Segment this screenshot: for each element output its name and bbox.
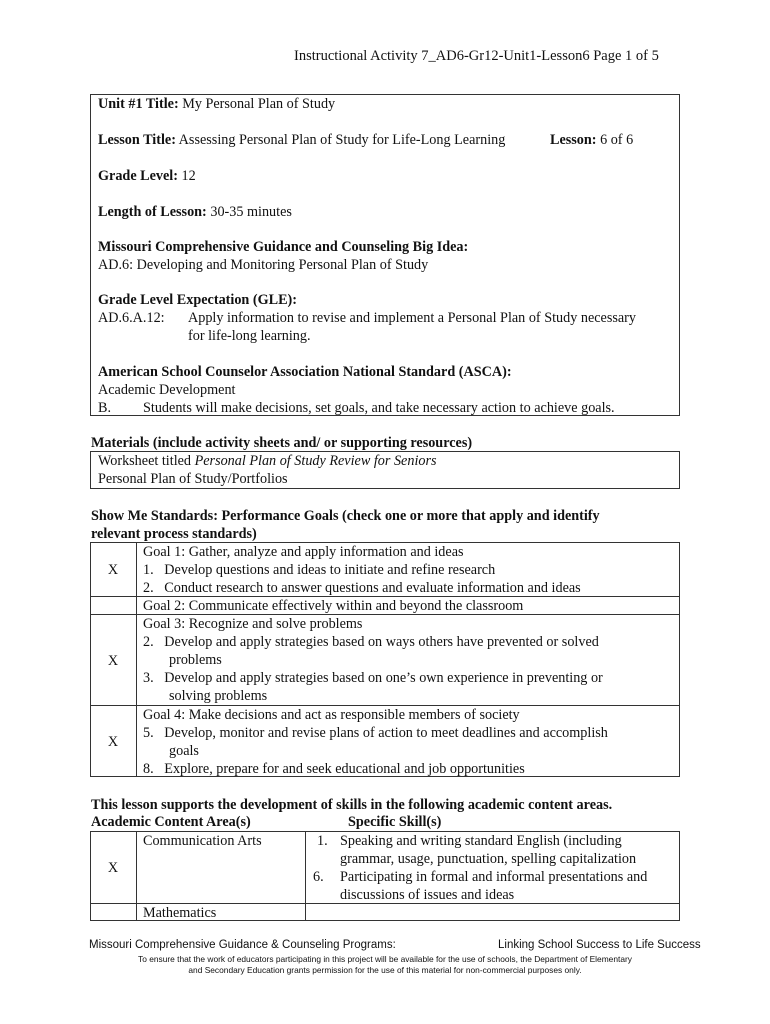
goal4-item-1-cont: goals <box>169 743 199 759</box>
goal3-check-mark: X <box>107 653 119 669</box>
materials-line2: Personal Plan of Study/Portfolios <box>98 471 288 487</box>
materials-line1-prefix: Worksheet titled <box>98 453 195 469</box>
academic-skills-column-header: Specific Skill(s) <box>348 814 442 830</box>
academic-column-divider-2 <box>305 831 306 921</box>
lesson-title-label: Lesson Title: <box>98 132 176 148</box>
comm-arts-skill-1-line1: Speaking and writing standard English (including <box>340 833 622 849</box>
show-me-heading-line2: relevant process standards) <box>91 526 257 542</box>
comm-arts-area: Communication Arts <box>143 833 262 849</box>
goal2-title: Goal 2: Communicate effectively within and beyond the classroom <box>143 598 524 614</box>
goal3-title: Goal 3: Recognize and solve problems <box>143 616 363 632</box>
comm-arts-check-mark: X <box>107 860 119 876</box>
big-idea-value: AD.6: Developing and Monitoring Personal Plan of Study <box>98 257 429 273</box>
math-area: Mathematics <box>143 905 217 921</box>
lesson-number-value: 6 of 6 <box>596 132 634 148</box>
materials-worksheet-title: Personal Plan of Study Review for Seniors <box>194 453 437 469</box>
big-idea-label: Missouri Comprehensive Guidance and Counseling Big Idea: <box>98 239 469 255</box>
unit-title-value: My Personal Plan of Study <box>178 96 336 112</box>
goal3-item-2-cont: solving problems <box>169 688 268 704</box>
grade-level-label: Grade Level: <box>98 168 178 184</box>
show-me-heading-line1: Show Me Standards: Performance Goals (check one or more that apply and identify <box>91 508 600 524</box>
asca-text: Students will make decisions, set goals, and take necessary action to achieve goals. <box>143 400 615 416</box>
lesson-number-label: Lesson: <box>550 132 597 148</box>
page-header: Instructional Activity 7_AD6-Gr12-Unit1-Lesson6 Page 1 of 5 <box>294 48 659 64</box>
gle-code: AD.6.A.12: <box>98 310 165 326</box>
comm-arts-skill-2-line2: discussions of issues and ideas <box>340 887 515 903</box>
comm-arts-skill-2-number: 6. <box>313 869 324 885</box>
academic-area-column-header: Academic Content Area(s) <box>91 814 251 830</box>
gle-text-line2: for life-long learning. <box>188 328 311 344</box>
lesson-length <box>98 203 292 221</box>
lesson-title <box>98 131 505 149</box>
footer-note-line2: and Secondary Education grants permission for the use of this material for non-commercial purposes only. <box>188 965 582 975</box>
lesson-title-value: Assessing Personal Plan of Study for Life-Long Learning <box>175 132 506 148</box>
comm-arts-skill-2-line1: Participating in formal and informal presentations and <box>340 869 648 885</box>
goal1-title: Goal 1: Gather, analyze and apply information and ideas <box>143 544 464 560</box>
goal1-item-2: 2. Conduct research to answer questions and evaluate information and ideas <box>143 580 581 596</box>
materials-line1 <box>98 452 437 470</box>
goal4-item-2: 8. Explore, prepare for and seek educational and job opportunities <box>143 761 525 777</box>
gle-label: Grade Level Expectation (GLE): <box>98 292 297 308</box>
asca-label: American School Counselor Association National Standard (ASCA): <box>98 364 512 380</box>
footer-left: Missouri Comprehensive Guidance & Counseling Programs: <box>89 939 396 951</box>
unit-title <box>98 95 335 113</box>
lesson-length-value: 30-35 minutes <box>206 204 292 220</box>
unit-title-label: Unit #1 Title: <box>98 96 179 112</box>
goal3-item-2: 3. Develop and apply strategies based on one’s own experience in preventing or <box>143 670 603 686</box>
goal4-title: Goal 4: Make decisions and act as responsible members of society <box>143 707 520 723</box>
academic-heading: This lesson supports the development of skills in the following academic content areas. <box>91 797 613 813</box>
grade-level-value: 12 <box>177 168 196 184</box>
show-me-column-divider <box>136 542 137 777</box>
comm-arts-skill-1-number: 1. <box>317 833 328 849</box>
asca-domain: Academic Development <box>98 382 236 398</box>
goal3-item-1-cont: problems <box>169 652 222 668</box>
asca-letter: B. <box>98 400 112 416</box>
academic-column-divider-1 <box>136 831 137 921</box>
footer-note-line1: To ensure that the work of educators participating in this project will be available for the use of schools, the Department of Elementary <box>138 954 632 964</box>
grade-level <box>98 167 196 185</box>
gle-text-line1: Apply information to revise and implement a Personal Plan of Study necessary <box>188 310 636 326</box>
footer-right: Linking School Success to Life Success <box>498 939 701 951</box>
lesson-number <box>550 131 633 149</box>
comm-arts-skill-1-line2: grammar, usage, punctuation, spelling capitalization <box>340 851 637 867</box>
goal1-item-1: 1. Develop questions and ideas to initiate and refine research <box>143 562 496 578</box>
goal4-check-mark: X <box>107 734 119 750</box>
goal4-item-1: 5. Develop, monitor and revise plans of action to meet deadlines and accomplish <box>143 725 608 741</box>
goal3-item-1: 2. Develop and apply strategies based on ways others have prevented or solved <box>143 634 599 650</box>
lesson-length-label: Length of Lesson: <box>98 204 207 220</box>
goal1-check-mark: X <box>107 562 119 578</box>
materials-heading: Materials (include activity sheets and/ or supporting resources) <box>91 435 473 451</box>
